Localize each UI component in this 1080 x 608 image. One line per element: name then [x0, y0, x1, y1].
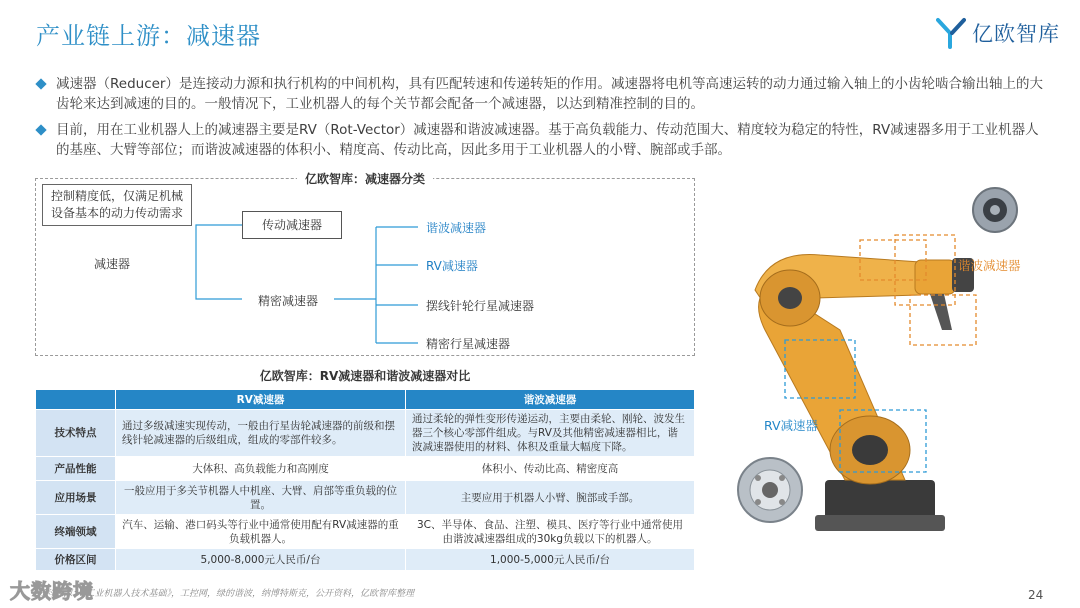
brand-logo [936, 17, 1060, 49]
cell-harmonic: 体积小、传动比高、精密度高 [406, 457, 695, 481]
root-node: 减速器 [94, 257, 131, 271]
table-header-harmonic: 谐波减速器 [406, 390, 695, 410]
leaf-rv: RV减速器 [426, 259, 478, 273]
bullet-item [36, 120, 1050, 160]
logo-text: 亿欧智库 [972, 22, 1060, 46]
classification-caption: 亿欧智库：减速器分类 [297, 172, 433, 186]
table-row [36, 515, 695, 549]
rv-reducer-callout: RV减速器 [764, 418, 819, 433]
classification-diagram [35, 172, 695, 356]
source-note: 资料来源：《工业机器人技术基础》，工控网，绿的谐波，纳博特斯克，公开资料，亿欧智库整理 [36, 589, 415, 599]
harmonic-reducer-callout: 谐波减速器 [958, 258, 1021, 273]
logo-mark-icon [936, 17, 966, 49]
row-head: 应用场景 [36, 481, 116, 515]
transmission-reducer-box: 传动减速器 [242, 211, 342, 239]
comparison-caption: 亿欧智库：RV减速器和谐波减速器对比 [259, 369, 471, 383]
bullet-item [36, 74, 1050, 114]
row-head: 技术特点 [36, 410, 116, 457]
cell-rv: 5,000-8,000元人民币/台 [116, 549, 406, 571]
watermark-text: 大数跨境 [10, 579, 94, 603]
diamond-bullet-icon [35, 124, 46, 135]
page-title: 产业链上游：减速器 [36, 22, 261, 50]
cell-rv: 一般应用于多关节机器人中机座、大臂、肩部等重负载的位置。 [116, 481, 406, 515]
comparison-table [35, 389, 695, 571]
industrial-robot-icon [730, 180, 1070, 580]
robot-illustration [730, 180, 1070, 580]
leaf-cycloid: 摆线针轮行星减速器 [426, 299, 535, 313]
diamond-bullet-icon [35, 78, 46, 89]
cell-rv: 汽车、运输、港口码头等行业中通常使用配有RV减速器的重负载机器人。 [116, 515, 406, 549]
bullet-text: 目前，用在工业机器人上的减速器主要是RV（Rot-Vector）减速器和谐波减速器。基于高负载能力、传动范围大、精度较为稳定的特性，RV减速器多用于工业机器人的基座、大臂等部位；而谐波减速器的体积小、精度高、传动比高，因此多用于工业机器人的小臂、腕部或手部。 [56, 122, 1039, 158]
cell-harmonic: 3C、半导体、食品、注塑、模具、医疗等行业中通常使用由谐波减速器组成的30kg负载以下的机器人。 [406, 515, 695, 549]
table-row [36, 457, 695, 481]
bullet-text: 减速器（Reducer）是连接动力源和执行机构的中间机构，具有匹配转速和传递转矩的作用。减速器将电机等高速运转的动力通过输入轴上的小齿轮啮合输出轴上的大齿轮来达到减速的目的。一般情况下，工业机器人的每个关节都会配备一个减速器，以达到精准控制的目的。 [56, 76, 1043, 112]
page-number: 24 [1028, 588, 1044, 602]
row-head: 价格区间 [36, 549, 116, 571]
leaf-harmonic: 谐波减速器 [426, 221, 487, 235]
row-head: 终端领域 [36, 515, 116, 549]
table-header-rv: RV减速器 [116, 390, 406, 410]
precision-reducer-node: 精密减速器 [258, 294, 319, 308]
transmission-note: 控制精度低，仅满足机械设备基本的动力传动需求 [42, 184, 192, 226]
table-row [36, 410, 695, 457]
table-row [36, 549, 695, 571]
intro-bullets [36, 74, 1050, 166]
table-row [36, 481, 695, 515]
cell-rv: 大体积、高负载能力和高刚度 [116, 457, 406, 481]
row-head: 产品性能 [36, 457, 116, 481]
leaf-planetary: 精密行星减速器 [426, 337, 511, 351]
cell-harmonic: 主要应用于机器人小臂、腕部或手部。 [406, 481, 695, 515]
cell-harmonic: 通过柔轮的弹性变形传递运动，主要由柔轮、刚轮、波发生器三个核心零部件组成。与RV及其他精密减速器相比，谐波减速器使用的材料、体积及重量大幅度下降。 [406, 410, 695, 457]
cell-harmonic: 1,000-5,000元人民币/台 [406, 549, 695, 571]
table-header-row [36, 390, 695, 410]
cell-rv: 通过多级减速实现传动，一般由行星齿轮减速器的前级和摆线针轮减速器的后级组成，组成的零部件较多。 [116, 410, 406, 457]
table-header-corner [36, 390, 116, 410]
